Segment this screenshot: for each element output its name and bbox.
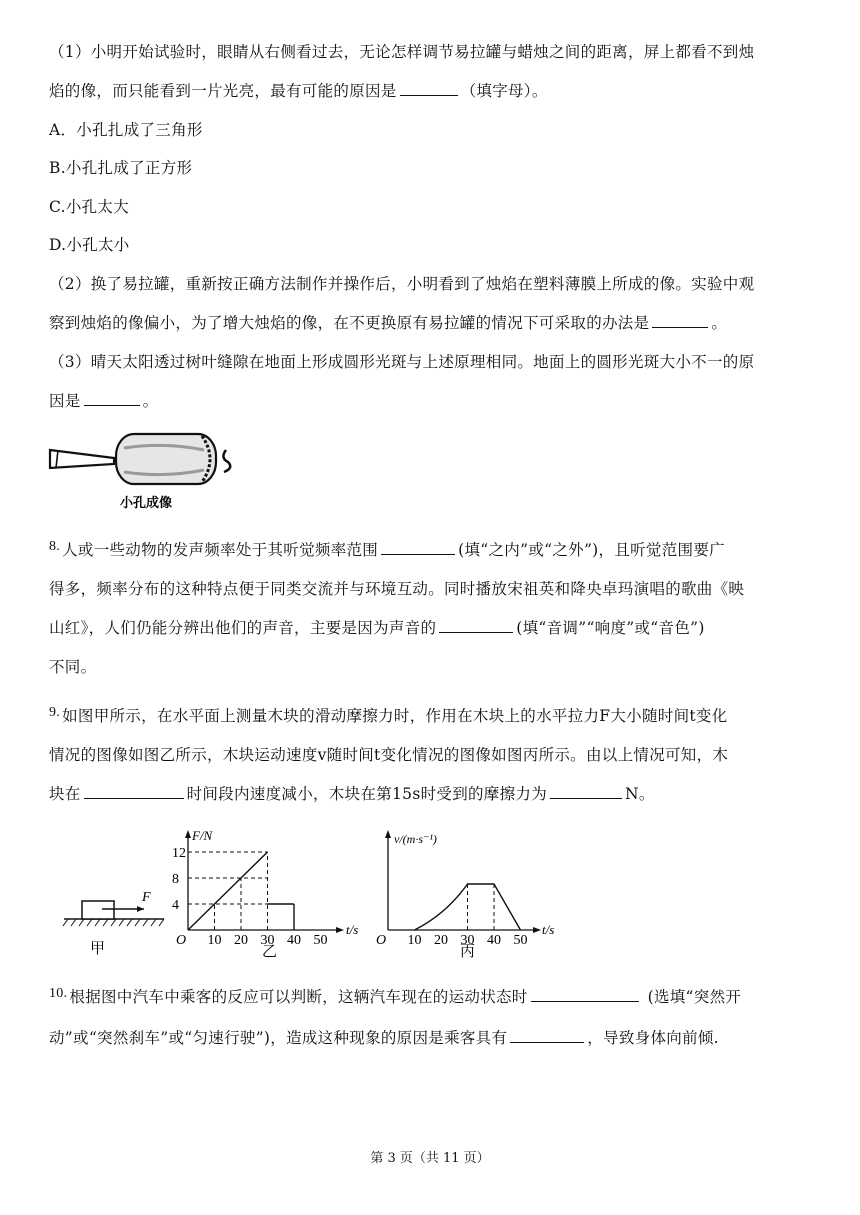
answer-blank[interactable] xyxy=(652,313,708,328)
q7-part3-text: 因是 xyxy=(49,392,81,410)
q9-text-tail: N。 xyxy=(625,785,655,803)
q9-line2: 情况的图像如图乙所示，木块运动速度v随时间t变化情况的图像如图丙所示。由以上情况可知，木 xyxy=(49,746,729,764)
q7-part3-line2 xyxy=(49,391,158,411)
option-c: C.小孔太大 xyxy=(49,198,130,216)
force-ramp-line xyxy=(188,852,268,930)
q9-text: 如图甲所示，在水平面上测量木块的滑动摩擦力时，作用在木块上的水平拉力F大小随时间t变化 xyxy=(62,707,728,725)
y-axis-label: v/(m·s⁻¹) xyxy=(394,832,437,846)
x-tick-label: 30 xyxy=(260,933,275,948)
q9-line1 xyxy=(49,706,728,728)
answer-blank[interactable] xyxy=(400,81,458,96)
x-tick-label: 20 xyxy=(234,933,248,948)
q10-text-tail: ，导致身体向前倾. xyxy=(587,1029,719,1047)
y-arrow-icon xyxy=(185,830,191,838)
x-axis-label: t/s xyxy=(346,922,359,937)
answer-blank[interactable] xyxy=(531,987,639,1002)
x-tick-label: 40 xyxy=(487,933,501,948)
candle-flame-icon xyxy=(223,450,230,472)
arrow-head-icon xyxy=(137,906,144,912)
q8-line1 xyxy=(49,540,725,562)
answer-blank[interactable] xyxy=(439,618,513,633)
q7-part1-line1: （1）小明开始试验时，眼睛从右侧看过去，无论怎样调节易拉罐与蜡烛之间的距离，屏上都看不到烛 xyxy=(49,43,755,61)
y-tick-label: 12 xyxy=(172,846,186,861)
wood-block xyxy=(82,901,114,919)
q7-part2-text: 察到烛焰的像偏小，为了增大烛焰的像，在不更换原有易拉罐的情况下可采取的办法是 xyxy=(49,314,650,332)
figure-caption: 乙 xyxy=(262,944,278,960)
q7-part2-tail: 。 xyxy=(711,314,728,332)
x-arrow-icon xyxy=(533,927,541,933)
x-tick-label: 50 xyxy=(513,933,528,948)
answer-blank[interactable] xyxy=(84,784,184,799)
figure-jia xyxy=(60,855,170,960)
y-tick-label: 8 xyxy=(172,872,179,887)
figure-yi xyxy=(170,826,370,960)
x-tick-label: 10 xyxy=(407,933,422,948)
x-tick-label: 30 xyxy=(460,933,475,948)
y-arrow-icon xyxy=(385,830,391,838)
page-footer: 第 3 页（共 11 页） xyxy=(370,1151,490,1166)
answer-blank[interactable] xyxy=(84,391,140,406)
answer-blank[interactable] xyxy=(550,784,622,799)
q7-part2-line1: （2）换了易拉罐，重新按正确方法制作并操作后，小明看到了烛焰在塑料薄膜上所成的像。实验中观 xyxy=(49,275,755,293)
q7-part1-line2 xyxy=(49,81,548,101)
pinhole-figure xyxy=(44,428,234,514)
q7-part3-tail: 。 xyxy=(142,392,159,410)
origin-label: O xyxy=(376,933,387,948)
q8-line2: 得多，频率分布的这种特点便于同类交流并与环境互动。同时播放宋祖英和降央卓玛演唱的歌曲《映 xyxy=(49,580,745,598)
x-axis-label: t/s xyxy=(542,922,555,937)
x-tick-label: 10 xyxy=(207,933,222,948)
q8-line3 xyxy=(49,618,705,638)
force-label: F xyxy=(142,890,151,905)
q7-part1-text: 焰的像，而只能看到一片光亮，最有可能的原因是 xyxy=(49,82,397,100)
q9-text-mid: 时间段内速度减小，木块在第15s时受到的摩擦力为 xyxy=(186,785,547,803)
viewing-tube xyxy=(50,450,114,468)
option-b: B.小孔扎成了正方形 xyxy=(49,159,193,177)
y-axis-label: F/N xyxy=(192,828,213,843)
option-d: D.小孔太小 xyxy=(49,236,130,254)
q10-text-tail: (选填“突然开 xyxy=(647,988,742,1006)
q10-text: 动”或“突然刹车”或“匀速行驶”)，造成这种现象的原因是乘客具有 xyxy=(49,1029,508,1047)
can-body xyxy=(116,434,216,484)
q7-part2-line2 xyxy=(49,313,727,333)
figure-caption: 丙 xyxy=(460,944,476,960)
figure-bing xyxy=(372,826,582,960)
q10-line1 xyxy=(49,987,741,1009)
q8-text: 山红》，人们仍能分辨出他们的声音，主要是因为声音的 xyxy=(49,619,437,637)
x-tick-label: 50 xyxy=(313,933,328,948)
q10-text: 根据图中汽车中乘客的反应可以判断，这辆汽车现在的运动状态时 xyxy=(69,988,528,1006)
origin-label: O xyxy=(176,933,187,948)
x-tick-label: 20 xyxy=(434,933,448,948)
question-number: 9. xyxy=(49,705,61,720)
q8-text: 人或一些动物的发声频率处于其听觉频率范围 xyxy=(62,541,379,559)
question-number: 8. xyxy=(49,539,61,554)
ground-hatch xyxy=(63,919,164,926)
q10-line2 xyxy=(49,1028,719,1048)
x-arrow-icon xyxy=(336,927,344,933)
figure-caption: 小孔成像 xyxy=(120,496,173,511)
option-a: A．小孔扎成了三角形 xyxy=(49,121,203,139)
q7-part3-line1: （3）晴天太阳透过树叶缝隙在地面上形成圆形光斑与上述原理相同。地面上的圆形光斑大小不一的原 xyxy=(49,353,755,371)
q8-text-tail: (填“之内”或“之外”)，且听觉范围要广 xyxy=(458,541,725,559)
q7-part1-tail: （填字母）。 xyxy=(460,82,548,100)
x-tick-label: 40 xyxy=(287,933,301,948)
q8-line4: 不同。 xyxy=(49,658,97,676)
q9-line3 xyxy=(49,784,655,804)
y-tick-label: 4 xyxy=(172,898,179,913)
q8-text-tail: (填“音调”“响度”或“音色”) xyxy=(516,619,705,637)
answer-blank[interactable] xyxy=(381,540,455,555)
figure-caption: 甲 xyxy=(90,941,106,957)
q9-text: 块在 xyxy=(49,785,81,803)
question-number: 10. xyxy=(49,986,68,1001)
answer-blank[interactable] xyxy=(510,1028,584,1043)
